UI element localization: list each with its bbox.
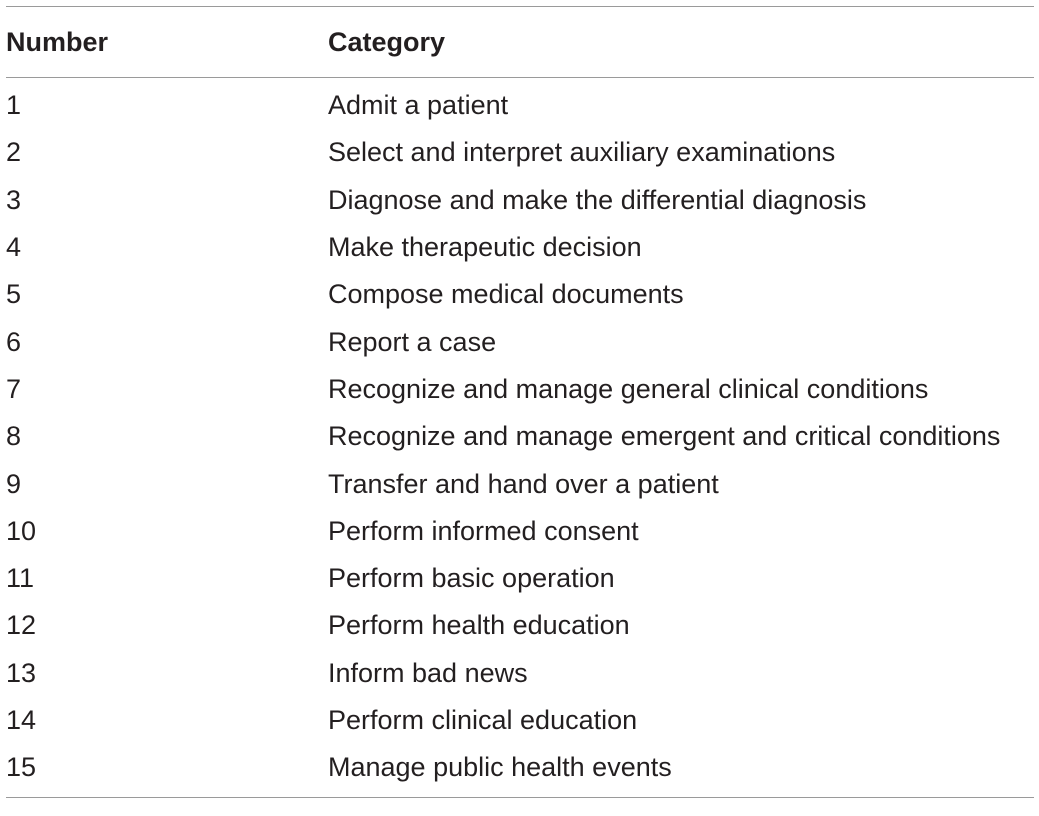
category-table-container bbox=[6, 6, 1034, 798]
header-number: Number bbox=[6, 26, 109, 57]
table-row bbox=[6, 555, 1034, 602]
table-row bbox=[6, 460, 1034, 507]
table-row bbox=[6, 177, 1034, 224]
row-number: 5 bbox=[6, 279, 22, 310]
table-row bbox=[6, 318, 1034, 365]
row-number: 11 bbox=[6, 563, 35, 594]
row-category: Perform informed consent bbox=[328, 515, 639, 546]
row-category: Manage public health events bbox=[328, 752, 672, 783]
row-category: Transfer and hand over a patient bbox=[328, 468, 719, 499]
row-category: Make therapeutic decision bbox=[328, 232, 642, 263]
header-category: Category bbox=[328, 26, 446, 57]
row-number: 10 bbox=[6, 515, 37, 546]
table-row bbox=[6, 271, 1034, 318]
table-row bbox=[6, 413, 1034, 460]
row-category: Recognize and manage emergent and critical conditions bbox=[328, 421, 1001, 452]
table-header bbox=[6, 7, 1034, 78]
row-number: 8 bbox=[6, 421, 22, 452]
row-number: 13 bbox=[6, 657, 37, 688]
table-row bbox=[6, 508, 1034, 555]
row-category: Perform basic operation bbox=[328, 563, 615, 594]
row-number: 1 bbox=[6, 90, 22, 121]
row-category: Diagnose and make the differential diagnosis bbox=[328, 184, 867, 215]
table-row bbox=[6, 224, 1034, 271]
table-row bbox=[6, 650, 1034, 697]
header-row bbox=[6, 7, 1034, 78]
row-number: 15 bbox=[6, 752, 37, 783]
row-number: 2 bbox=[6, 137, 22, 168]
category-table bbox=[6, 6, 1034, 798]
row-number: 6 bbox=[6, 326, 22, 357]
table-row bbox=[6, 78, 1034, 130]
row-category: Inform bad news bbox=[328, 657, 528, 688]
row-number: 4 bbox=[6, 232, 22, 263]
row-number: 12 bbox=[6, 610, 37, 641]
row-category: Admit a patient bbox=[328, 90, 509, 121]
row-number: 3 bbox=[6, 184, 22, 215]
row-category: Perform clinical education bbox=[328, 705, 638, 735]
row-category: Perform health education bbox=[328, 610, 630, 641]
row-number: 14 bbox=[6, 705, 37, 735]
row-category: Report a case bbox=[328, 326, 497, 357]
table-row bbox=[6, 366, 1034, 413]
row-category: Compose medical documents bbox=[328, 279, 684, 310]
row-number: 9 bbox=[6, 468, 22, 499]
row-category: Recognize and manage general clinical conditions bbox=[328, 373, 929, 404]
table-row bbox=[6, 602, 1034, 649]
table-row bbox=[6, 129, 1034, 176]
row-number: 7 bbox=[6, 373, 22, 404]
table-body bbox=[6, 78, 1034, 798]
table-row bbox=[6, 697, 1034, 744]
row-category: Select and interpret auxiliary examinations bbox=[328, 137, 836, 168]
table-row bbox=[6, 744, 1034, 798]
